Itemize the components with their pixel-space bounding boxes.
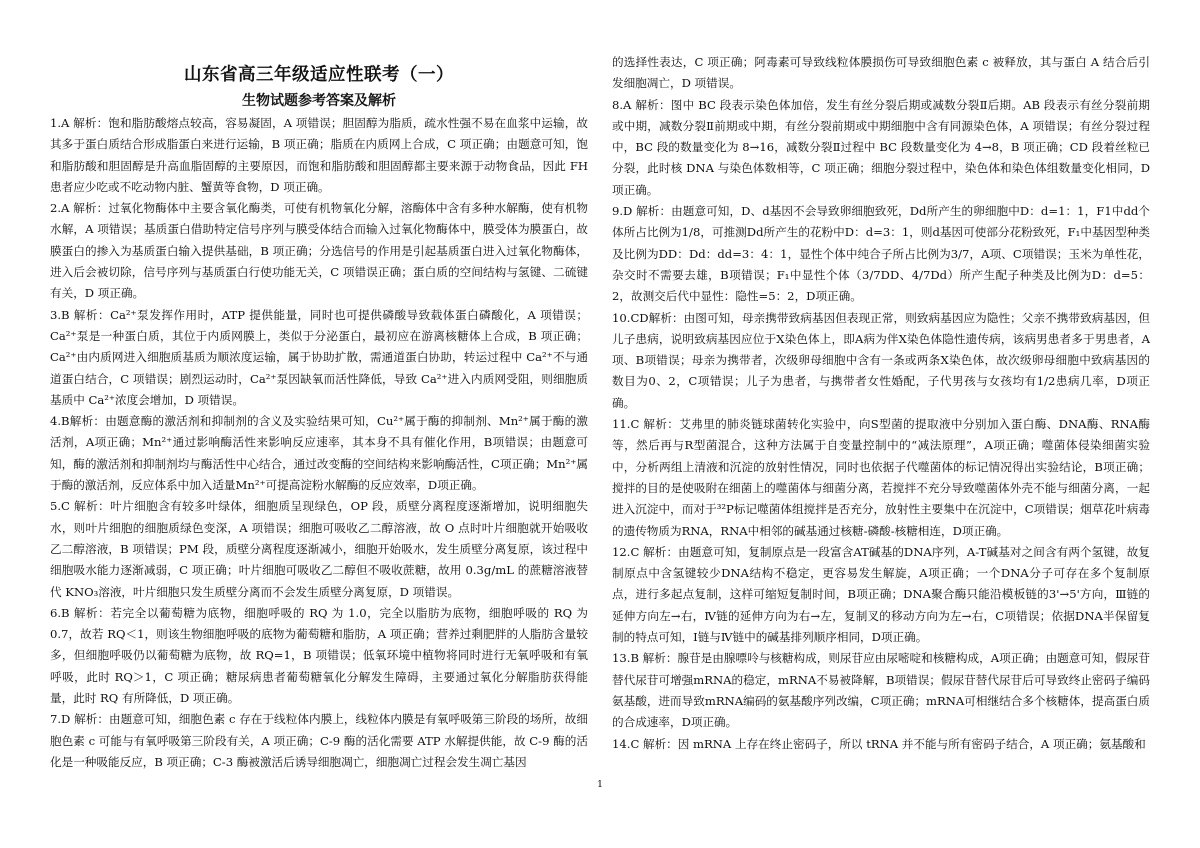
answer-paragraph-12: 12.C 解析：由题意可知，复制原点是一段富含AT碱基的DNA序列，A-T碱基对之间含有两个氢键，故复制原点中含氢键较少DNA结构不稳定，更容易发生解旋，A项正确；一个DNA分子可存在多个复制原点，进行多起点复制，这样可缩短复制时间，B项正确；DNA聚合酶只能沿模板链的3'→5'方向，Ⅲ链的延伸方向左→右，Ⅳ链的延伸方向为右→左，复制叉的移动方向为左→右，C项错误；依据DNA半保留复制的特点可知，Ⅰ链与Ⅳ链中的碱基排列顺序相同，D项正确。 [612,544,1150,645]
answer-paragraph-9: 9.D 解析：由题意可知，D、d基因不会导致卵细胞致死，Dd所产生的卵细胞中D：d=1：1，F1中dd个体所占比例为1/8，可推测Dd所产生的花粉中D：d=3：1，则d基因可使部分花粉致死，F₁中基因型种类及比例为DD：Dd：dd=3：4：1，显性个体中纯合子所占比例为3/7，A项、C项错误；玉米为单性花，杂交时不需要去雄，B项错误；F₁中显性个体（3/7DD、4/7Dd）所产生配子种类及比例为D：d=5：2，故测交后代中显性：隐性=5：2，D项正确。 [612,204,1150,304]
answer-paragraph-4: 4.B解析：由题意酶的激活剂和抑制剂的含义及实验结果可知，Cu²⁺属于酶的抑制剂、Mn²⁺属于酶的激活剂，A项正确；Mn²⁺通过影响酶活性来影响反应速率，其本身不具有催化作用，B项错误；由题意可知，酶的激活剂和抑制剂均与酶活性中心结合，通过改变酶的空间结构来影响酶活性，C项正确；Mn²⁺属于酶的激活剂，反应体系中加入适量Mn²⁺可提高淀粉水解酶的反应效率，D项正确。 [50,414,588,493]
answer-paragraph-2: 2.A 解析：过氧化物酶体中主要含氧化酶类，可使有机物氧化分解，溶酶体中含有多种水解酶，使有机物水解，A 项错误；基质蛋白借助特定信号序列与膜受体结合而输入过氧化物酶体中，膜受体为膜蛋白，故膜蛋白的掺入为基质蛋白输入提供基础，B 项正确；分选信号的作用是引起基质蛋白进入过氧化物酶体，进入后会被切除，信号序列与基质蛋白行使功能无关，C 项错误正确；蛋白质的空间结构与氢键、二硫键有关，D 项正确。 [50,201,588,301]
answer-paragraph-14: 14.C 解析：因 mRNA 上存在终止密码子，所以 tRNA 并不能与所有密码子结合，A 项正确；氨基酸和 [612,736,1146,751]
answer-paragraph-11: 11.C 解析：艾弗里的肺炎链球菌转化实验中，向S型菌的提取液中分别加入蛋白酶、DNA酶、RNA酶等，然后再与R型菌混合，这种方法属于自变量控制中的“减法原理”，A项正确；噬菌体侵染细菌实验中，分析两组上清液和沉淀的放射性情况，同时也依据子代噬菌体的标记情况得出实验结论，B项正确；搅拌的目的是使吸附在细菌上的噬菌体与细菌分离，若搅拌不充分导致噬菌体外壳不能与细菌分离，一起进入沉淀中，而对于³²P标记噬菌体组搅拌是否充分，放射性主要集中在沉淀中，C项错误；烟草花叶病毒的遗传物质为RNA，RNA中相邻的碱基通过核糖-磷酸-核糖相连，D项正确。 [612,417,1150,538]
document-subtitle: 生物试题参考答案及解析 [242,93,396,109]
answer-paragraph-10: 10.CD解析：由图可知，母亲携带致病基因但表现正常，则致病基因应为隐性；父亲不携带致病基因，但儿子患病，说明致病基因应位于X染色体上，即A病为伴X染色体隐性遗传病，该病男患者多于男患者，A项、B项错误；母亲为携带者，次级卵母细胞中含有一条或两条X染色体，故次级卵母细胞中致病基因的数目为0、2，C项错误；儿子为患者，与携带者女性婚配，子代男孩与女孩均有1/2患病几率，D项正确。 [612,310,1150,410]
answer-paragraph-1: 1.A 解析：饱和脂肪酸熔点较高，容易凝固，A 项错误；胆固醇为脂质，疏水性强不易在血浆中运输，故其多于蛋白质结合形成脂蛋白来进行运输，B 项正确；脂质在内质网上合成，C 项正确；由题意可知，饱和脂肪酸和胆固醇是升高血脂固醇的主要原因，而饱和脂肪酸和胆固醇都主要来源于动物食品，因此 FH 患者应少吃或不吃动物内脏、蟹黄等食物，D 项正确。 [50,116,588,194]
page-number: 1 [596,779,604,790]
answer-paragraph-5: 5.C 解析：叶片细胞含有较多叶绿体，细胞质呈现绿色，OP 段，质壁分离程度逐渐增加，说明细胞失水，则叶片细胞的细胞质绿色变深，A 项错误；细胞可吸收乙二醇溶液，故 O 点时叶片细胞就开始吸收乙二醇溶液，B 项错误；PM 段，质壁分离程度逐渐减小，细胞开始吸水，发生质壁分离复原，该过程中细胞吸水能力逐渐减弱，C 项正确；叶片细胞可吸收乙二醇但不吸收蔗糖，故用 0.3g/mL 的蔗糖溶液替代 KNO₃溶液，叶片细胞只发生质壁分离而不会发生质壁分离复原，D 项错误。 [50,499,588,599]
answer-paragraph-7: 7.D 解析：由题意可知，细胞色素 c 存在于线粒体内膜上，线粒体内膜是有氧呼吸第三阶段的场所，故细胞色素 c 可能与有氧呼吸第三阶段有关，A 项正确；C-9 酶的活化需要 ATP 水解提供能，故 C-9 酶的活化是一种吸能反应，B 项正确；C-3 酶被激活后诱导细胞凋亡，细胞凋亡过程会发生凋亡基因 [50,712,588,769]
answer-paragraph-6: 6.B 解析：若完全以葡萄糖为底物，细胞呼吸的 RQ 为 1.0，完全以脂肪为底物，细胞呼吸的 RQ 为 0.7，故若 RQ＜1，则该生物细胞呼吸的底物为葡萄糖和脂肪，A 项正确；营养过剩肥胖的人脂肪含量较多，但细胞呼吸仍以葡萄糖为底物，故 RQ=1，B 项错误；低氧环境中植物将同时进行无氧呼吸和有氧呼吸，此时 RQ＞1，C 项正确；糖尿病患者葡萄糖氧化分解发生障碍，主要通过氧化分解脂肪获得能量，此时 RQ 有所降低，D 项正确。 [50,605,588,706]
answer-paragraph-3: 3.B 解析：Ca²⁺泵发挥作用时，ATP 提供能量，同时也可提供磷酸导致载体蛋白磷酸化，A 项错误；Ca²⁺泵是一种蛋白质，其位于内质网膜上，类似于分泌蛋白，最初应在游离核糖体上合成，B 项正确；Ca²⁺由内质网进入细胞质基质为顺浓度运输，属于协助扩散，需通道蛋白协助，转运过程中 Ca²⁺不与通道蛋白结合，C 项错误；剧烈运动时，Ca²⁺泵因缺氧而活性降低，导致 Ca²⁺进入内质网受阻，则细胞质基质中 Ca²⁺浓度会增加，D 项错误。 [50,307,588,407]
answer-paragraph-7-continued: 的选择性表达，C 项正确；阿毒素可导致线粒体膜损伤可导致细胞色素 c 被释放，其与蛋白 A 结合后引发细胞凋亡，D 项错误。 [612,55,1150,91]
right-column [612,52,1150,755]
answer-paragraph-13: 13.B 解析：腺苷是由腺嘌呤与核糖构成，则尿苷应由尿嘧啶和核糖构成，A项正确；由题意可知，假尿苷替代尿苷可增强mRNA的稳定，mRNA不易被降解，B项错误；假尿苷替代尿苷后可导致终止密码子编码氨基酸，进而导致mRNA编码的氨基酸序列改编，C项正确；mRNA可相继结合多个核糖体，提高蛋白质的合成速率，D项正确。 [612,651,1150,730]
document-title: 山东省高三年级适应性联考（一） [184,65,454,85]
left-column [50,52,588,773]
answer-paragraph-8: 8.A 解析：图中 BC 段表示染色体加倍，发生有丝分裂后期或减数分裂Ⅱ后期。AB 段表示有丝分裂前期或中期，减数分裂Ⅱ前期或中期，有丝分裂前期或中期细胞中含有同源染色体，A 项错误；有丝分裂过程中，BC 段的数量变化为 8→16，减数分裂Ⅱ过程中 BC 段数量变化为 4→8，B 项正确；CD 段着丝粒已分裂，此时核 DNA 与染色体数相等，C 项正确；细胞分裂过程中，染色体和染色体组数量变化相同，D 项正确。 [612,97,1150,197]
